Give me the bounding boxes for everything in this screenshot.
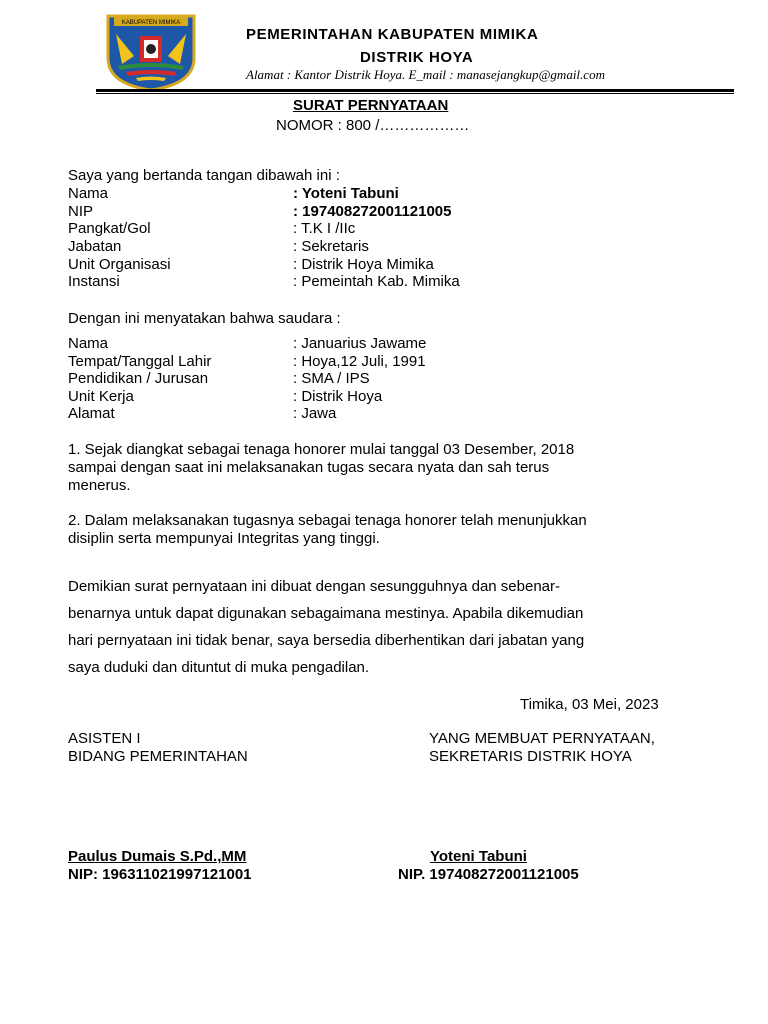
signature-title-line: YANG MEMBUAT PERNYATAAN, — [429, 730, 655, 747]
signature-title-line: BIDANG PEMERINTAHAN — [68, 748, 248, 765]
document-number: NOMOR : 800 /……………… — [276, 117, 470, 134]
field-label: Jabatan — [68, 238, 122, 255]
paragraph-line: menerus. — [68, 477, 131, 494]
paragraph-line: hari pernyataan ini tidak benar, saya bersedia diberhentikan dari jabatan yang — [68, 632, 585, 649]
field-label: Instansi — [68, 273, 120, 290]
field-value: : Distrik Hoya Mimika — [293, 256, 434, 273]
header-government-name: PEMERINTAHAN KABUPATEN MIMIKA — [246, 26, 539, 43]
header-rule-thin — [96, 93, 734, 94]
header-address: Alamat : Kantor Distrik Hoya. E_mail : manasejangkup@gmail.com — [246, 67, 605, 82]
field-label: NIP — [68, 203, 94, 220]
left-signatory-name: Paulus Dumais S.Pd.,MM — [68, 848, 247, 865]
field-value: : Distrik Hoya — [293, 388, 383, 405]
statement-point-2 — [68, 512, 587, 548]
right-signatory-name: Yoteni Tabuni — [430, 848, 527, 865]
signature-title-line: ASISTEN I — [68, 730, 141, 747]
signer-intro: Saya yang bertanda tangan dibawah ini : — [68, 167, 340, 184]
field-label: Pangkat/Gol — [68, 220, 151, 237]
right-signature-title — [429, 730, 655, 766]
paragraph-line: disiplin serta mempunyai Integritas yang tinggi. — [68, 530, 380, 547]
field-value: : SMA / IPS — [293, 370, 370, 387]
paragraph-line: sampai dengan saat ini melaksanakan tugas secara nyata dan sah terus — [68, 459, 550, 476]
field-label: Unit Kerja — [68, 388, 134, 405]
field-value: : 197408272001121005 — [293, 203, 452, 220]
right-signatory-nip: NIP. 197408272001121005 — [398, 866, 579, 883]
document-title: SURAT PERNYATAAN — [293, 97, 449, 114]
field-value: : T.K I /IIc — [293, 220, 356, 237]
closing-paragraph — [68, 573, 584, 681]
field-value: : Januarius Jawame — [293, 335, 427, 352]
field-value: : Sekretaris — [293, 238, 369, 255]
paragraph-line: benarnya untuk dapat digunakan sebagaimana mestinya. Apabila dikemudian — [68, 605, 584, 622]
paragraph-line: Demikian surat pernyataan ini dibuat dengan sesungguhnya dan sebenar- — [68, 578, 561, 595]
field-label: Tempat/Tanggal Lahir — [68, 353, 212, 370]
field-value: : Yoteni Tabuni — [293, 185, 399, 202]
header-rule-thick — [96, 89, 734, 92]
field-value: : Pemeintah Kab. Mimika — [293, 273, 460, 290]
field-label: Nama — [68, 335, 109, 352]
place-date: Timika, 03 Mei, 2023 — [520, 696, 659, 713]
kabupaten-mimika-logo — [104, 12, 198, 92]
left-signature-title — [68, 730, 248, 766]
field-label: Nama — [68, 185, 109, 202]
left-signatory-nip: NIP: 196311021997121001 — [68, 866, 252, 883]
logo-text: KABUPATEN MIMIKA — [121, 20, 181, 26]
field-value: : Jawa — [293, 405, 337, 422]
statement-point-1 — [68, 441, 574, 495]
paragraph-line: saya duduki dan dituntut di muka pengadilan. — [68, 659, 370, 676]
field-label: Pendidikan / Jurusan — [68, 370, 209, 387]
field-label: Alamat — [68, 405, 115, 422]
paragraph-line: 1. Sejak diangkat sebagai tenaga honorer mulai tanggal 03 Desember, 2018 — [68, 441, 575, 458]
header-district-name: DISTRIK HOYA — [360, 49, 474, 66]
field-label: Unit Organisasi — [68, 256, 171, 273]
subject-intro: Dengan ini menyatakan bahwa saudara : — [68, 310, 341, 327]
field-value: : Hoya,12 Juli, 1991 — [293, 353, 426, 370]
paragraph-line: 2. Dalam melaksanakan tugasnya sebagai tenaga honorer telah menunjukkan — [68, 512, 587, 529]
signature-title-line: SEKRETARIS DISTRIK HOYA — [429, 748, 632, 765]
